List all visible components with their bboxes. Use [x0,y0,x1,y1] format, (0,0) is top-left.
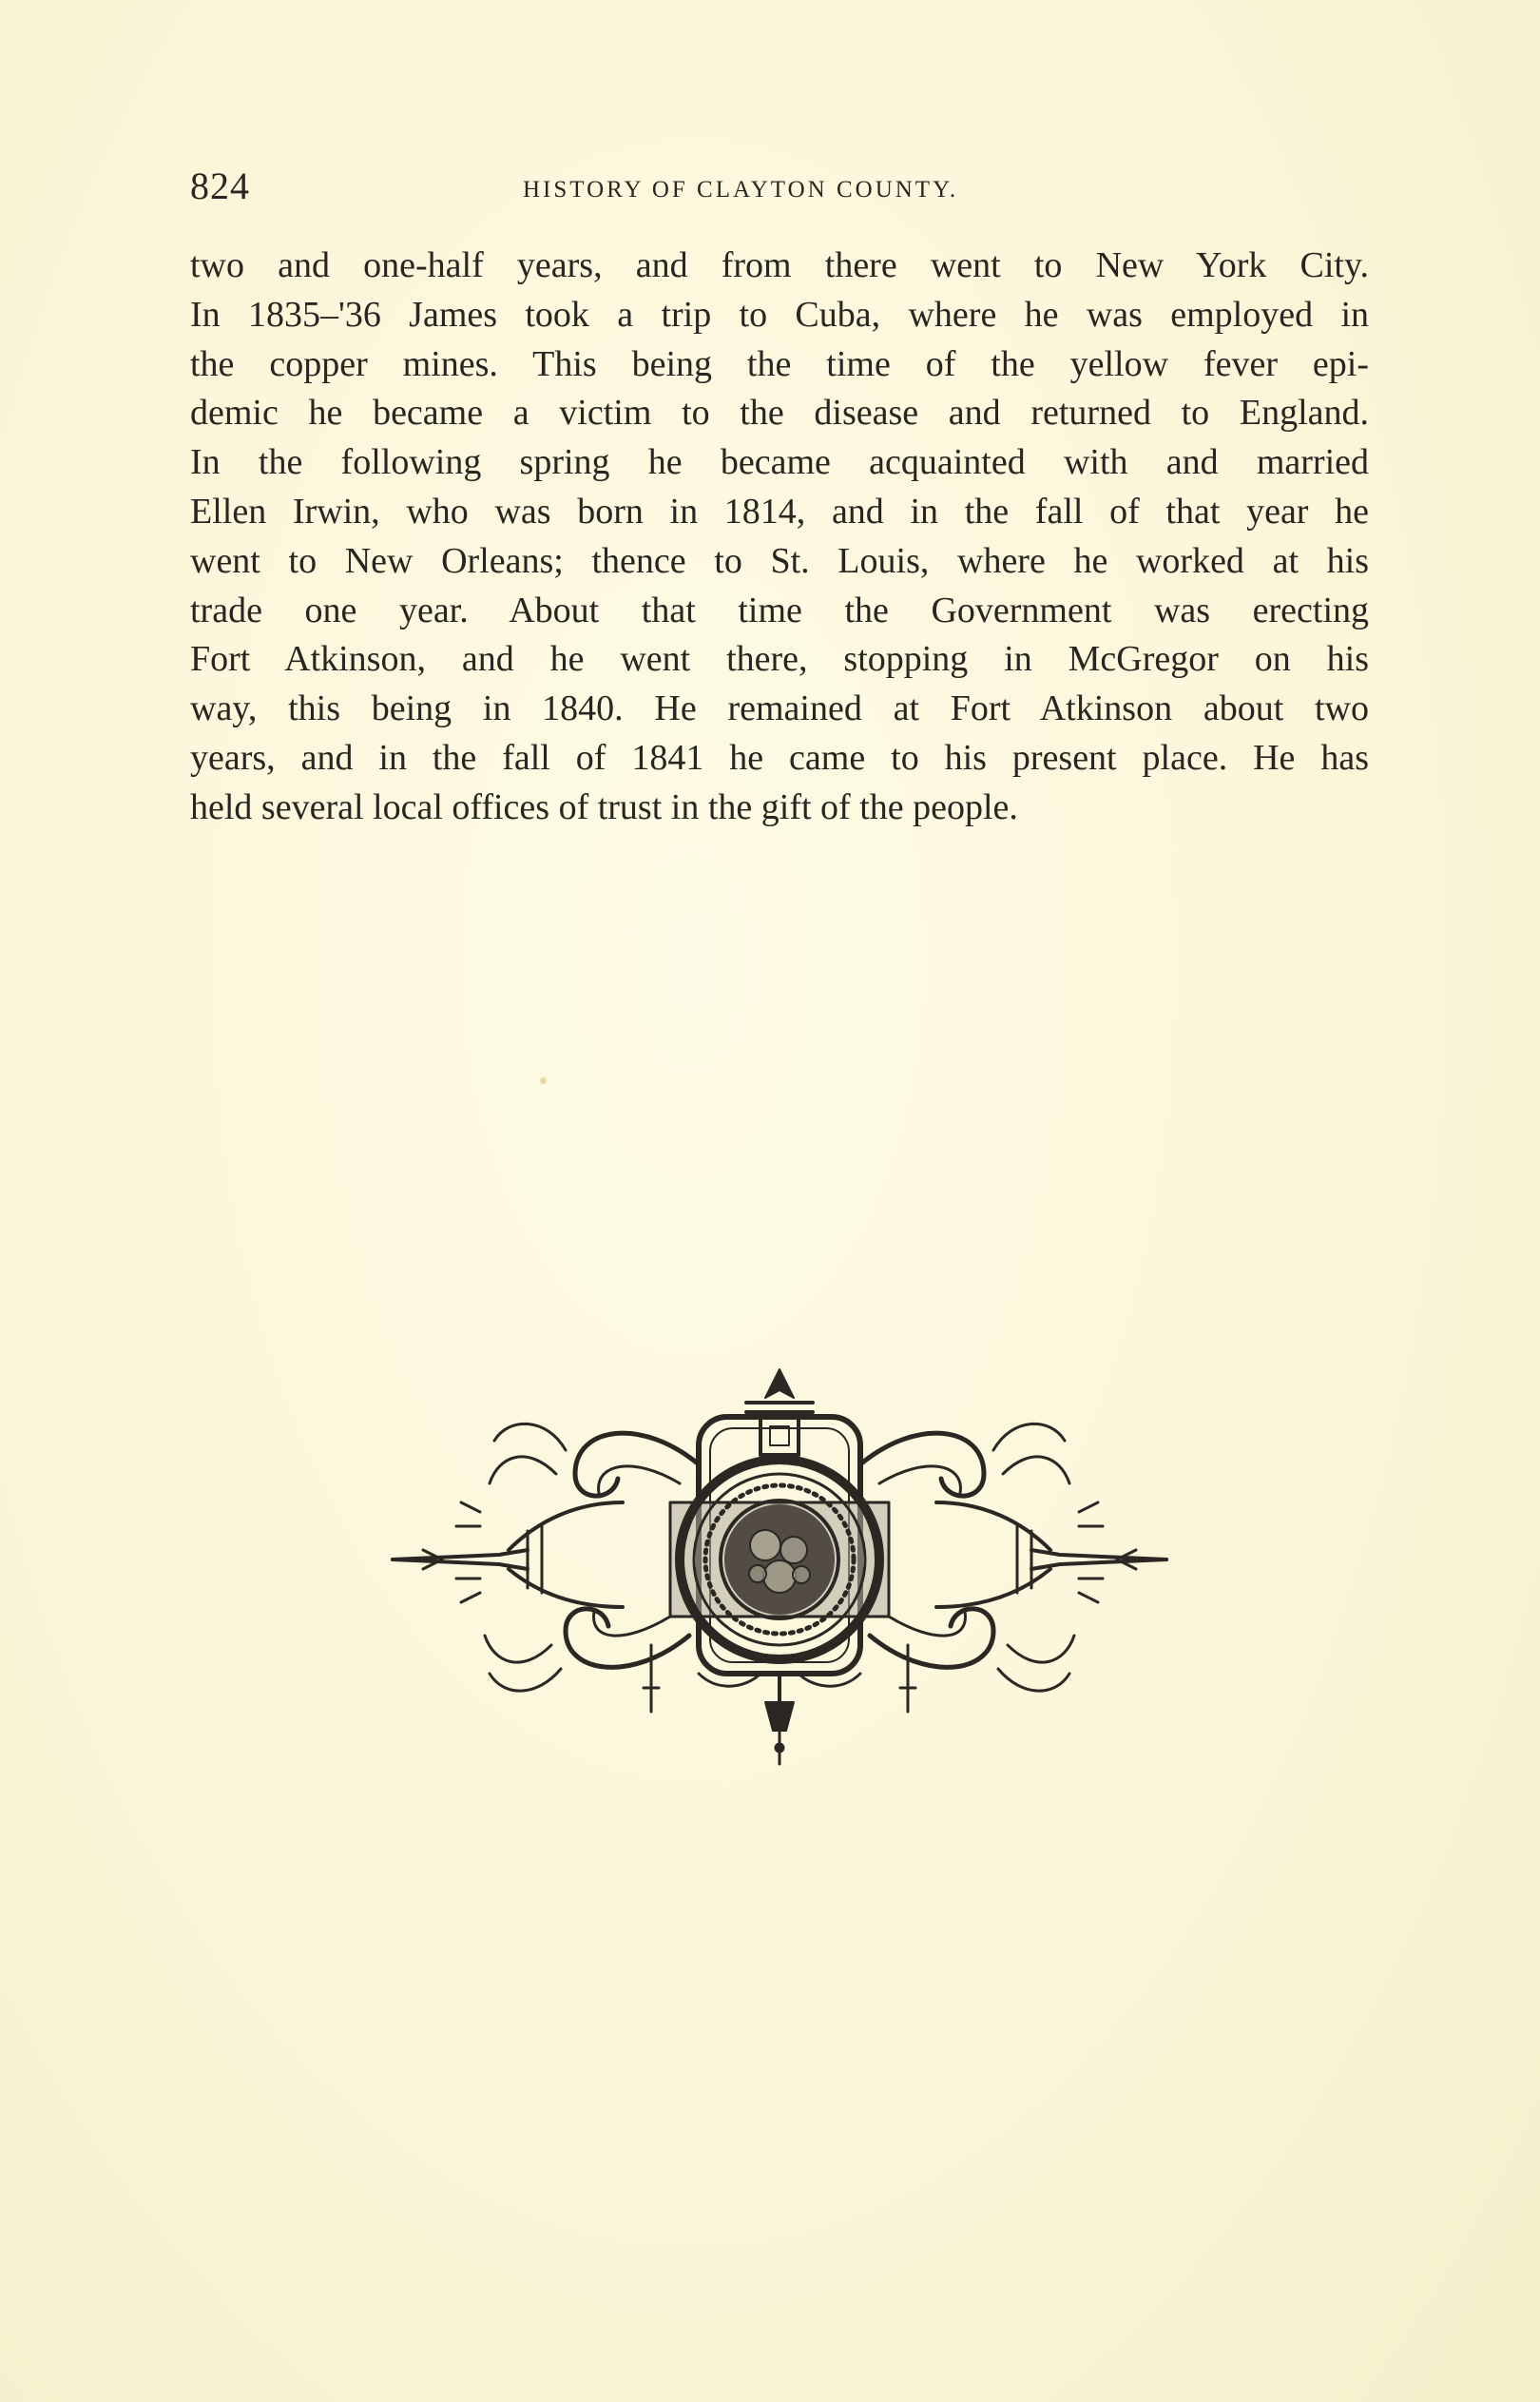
text-line: Fort Atkinson, and he went there, stopping in McGregor on his [190,639,1369,680]
text-line: In the following spring he became acquainted with and married [190,442,1369,483]
text-line: In 1835–'36 James took a trip to Cuba, where he was employed in [190,294,1369,335]
text-line: went to New Orleans; thence to St. Louis, where he worked at his [190,540,1369,581]
text-line: Ellen Irwin, who was born in 1814, and in the fall of that year he [190,491,1369,532]
body-paragraph [190,242,1369,833]
text-line: the copper mines. This being the time of the yellow fever epi- [190,343,1369,384]
running-title: HISTORY OF CLAYTON COUNTY. [523,177,959,203]
text-line: held several local offices of trust in the gift of the people. [190,786,1018,827]
text-line: demic he became a victim to the disease and returned to England. [190,393,1369,434]
paper-speck [540,1077,547,1084]
page-number: 824 [190,165,250,207]
text-line: trade one year. About that time the Government was erecting [190,590,1369,630]
tailpiece-floral-ornament-icon [385,1360,1174,1769]
running-head [190,164,1369,211]
text-line: two and one-half years, and from there went to New York City. [190,245,1369,285]
text-line: way, this being in 1840. He remained at Fort Atkinson about two [190,688,1369,729]
text-line: years, and in the fall of 1841 he came to his present place. He has [190,737,1369,778]
